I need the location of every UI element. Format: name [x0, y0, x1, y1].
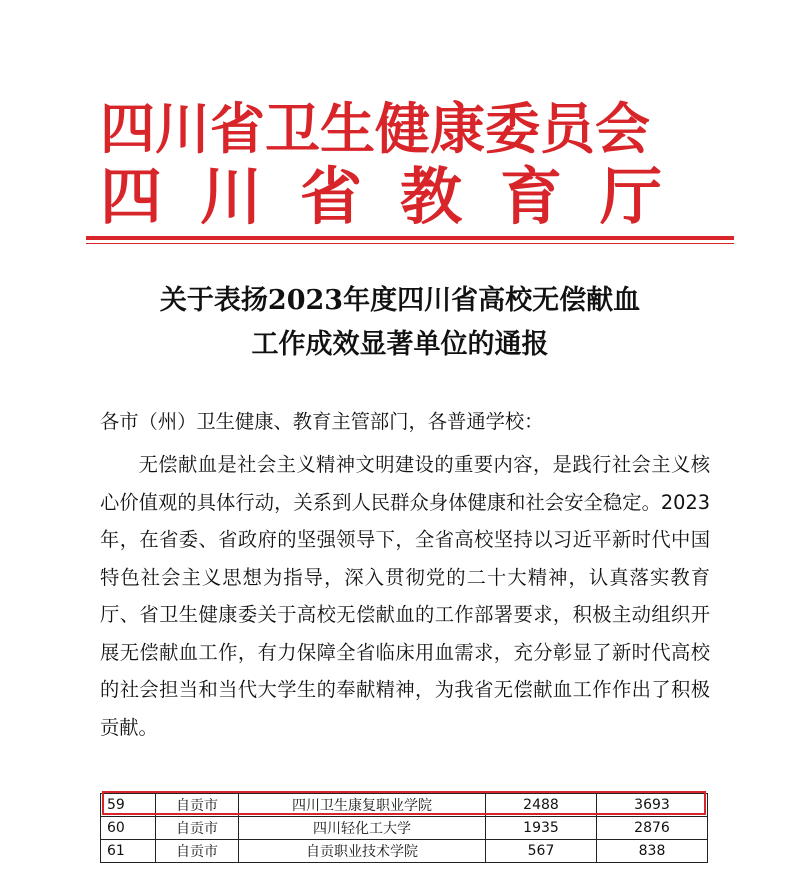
table-row [101, 840, 708, 863]
issuer-education-department: 四川省教育厅 [100, 160, 701, 233]
document-title-line-1: 关于表扬2023年度四川省高校无偿献血 [159, 285, 641, 316]
row-value-1: 567 [486, 840, 597, 863]
row-value-1: 1935 [486, 817, 597, 840]
row-school: 四川卫生康复职业学院 [239, 794, 486, 817]
row-value-2: 3693 [597, 794, 708, 817]
row-city: 自贡市 [156, 840, 239, 863]
row-number: 60 [101, 817, 156, 840]
row-school: 自贡职业技术学院 [239, 840, 486, 863]
salutation: 各市（州）卫生健康、教育主管部门，各普通学校： [100, 410, 544, 433]
table-row [101, 817, 708, 840]
header-rule-thin [86, 243, 734, 244]
schools-table [100, 793, 708, 863]
row-city: 自贡市 [156, 817, 239, 840]
row-city: 自贡市 [156, 794, 239, 817]
table-row [101, 794, 708, 817]
row-school: 四川轻化工大学 [239, 817, 486, 840]
row-number: 61 [101, 840, 156, 863]
row-value-2: 2876 [597, 817, 708, 840]
issuer-health-commission: 四川省卫生健康委员会 [100, 96, 651, 161]
row-value-1: 2488 [486, 794, 597, 817]
body-paragraph: 无偿献血是社会主义精神文明建设的重要内容，是践行社会主义核心价值观的具体行动，关系到人民群众身体健康和社会安全稳定。2023年，在省委、省政府的坚强领导下，全省高校坚持以习近平新时代中国特色社会主义思想为指导，深入贯彻党的二十大精神，认真落实教育厅、省卫生健康委关于高校无偿献血的工作部署要求，积极主动组织开展无偿献血工作，有力保障全省临床用血需求，充分彰显了新时代高校的社会担当和当代大学生的奉献精神，为我省无偿献血工作作出了积极贡献。 [100, 453, 710, 739]
document-title-line-2: 工作成效显著单位的通报 [251, 329, 549, 360]
header-rule-thick [86, 236, 734, 240]
row-number: 59 [101, 794, 156, 817]
row-value-2: 838 [597, 840, 708, 863]
